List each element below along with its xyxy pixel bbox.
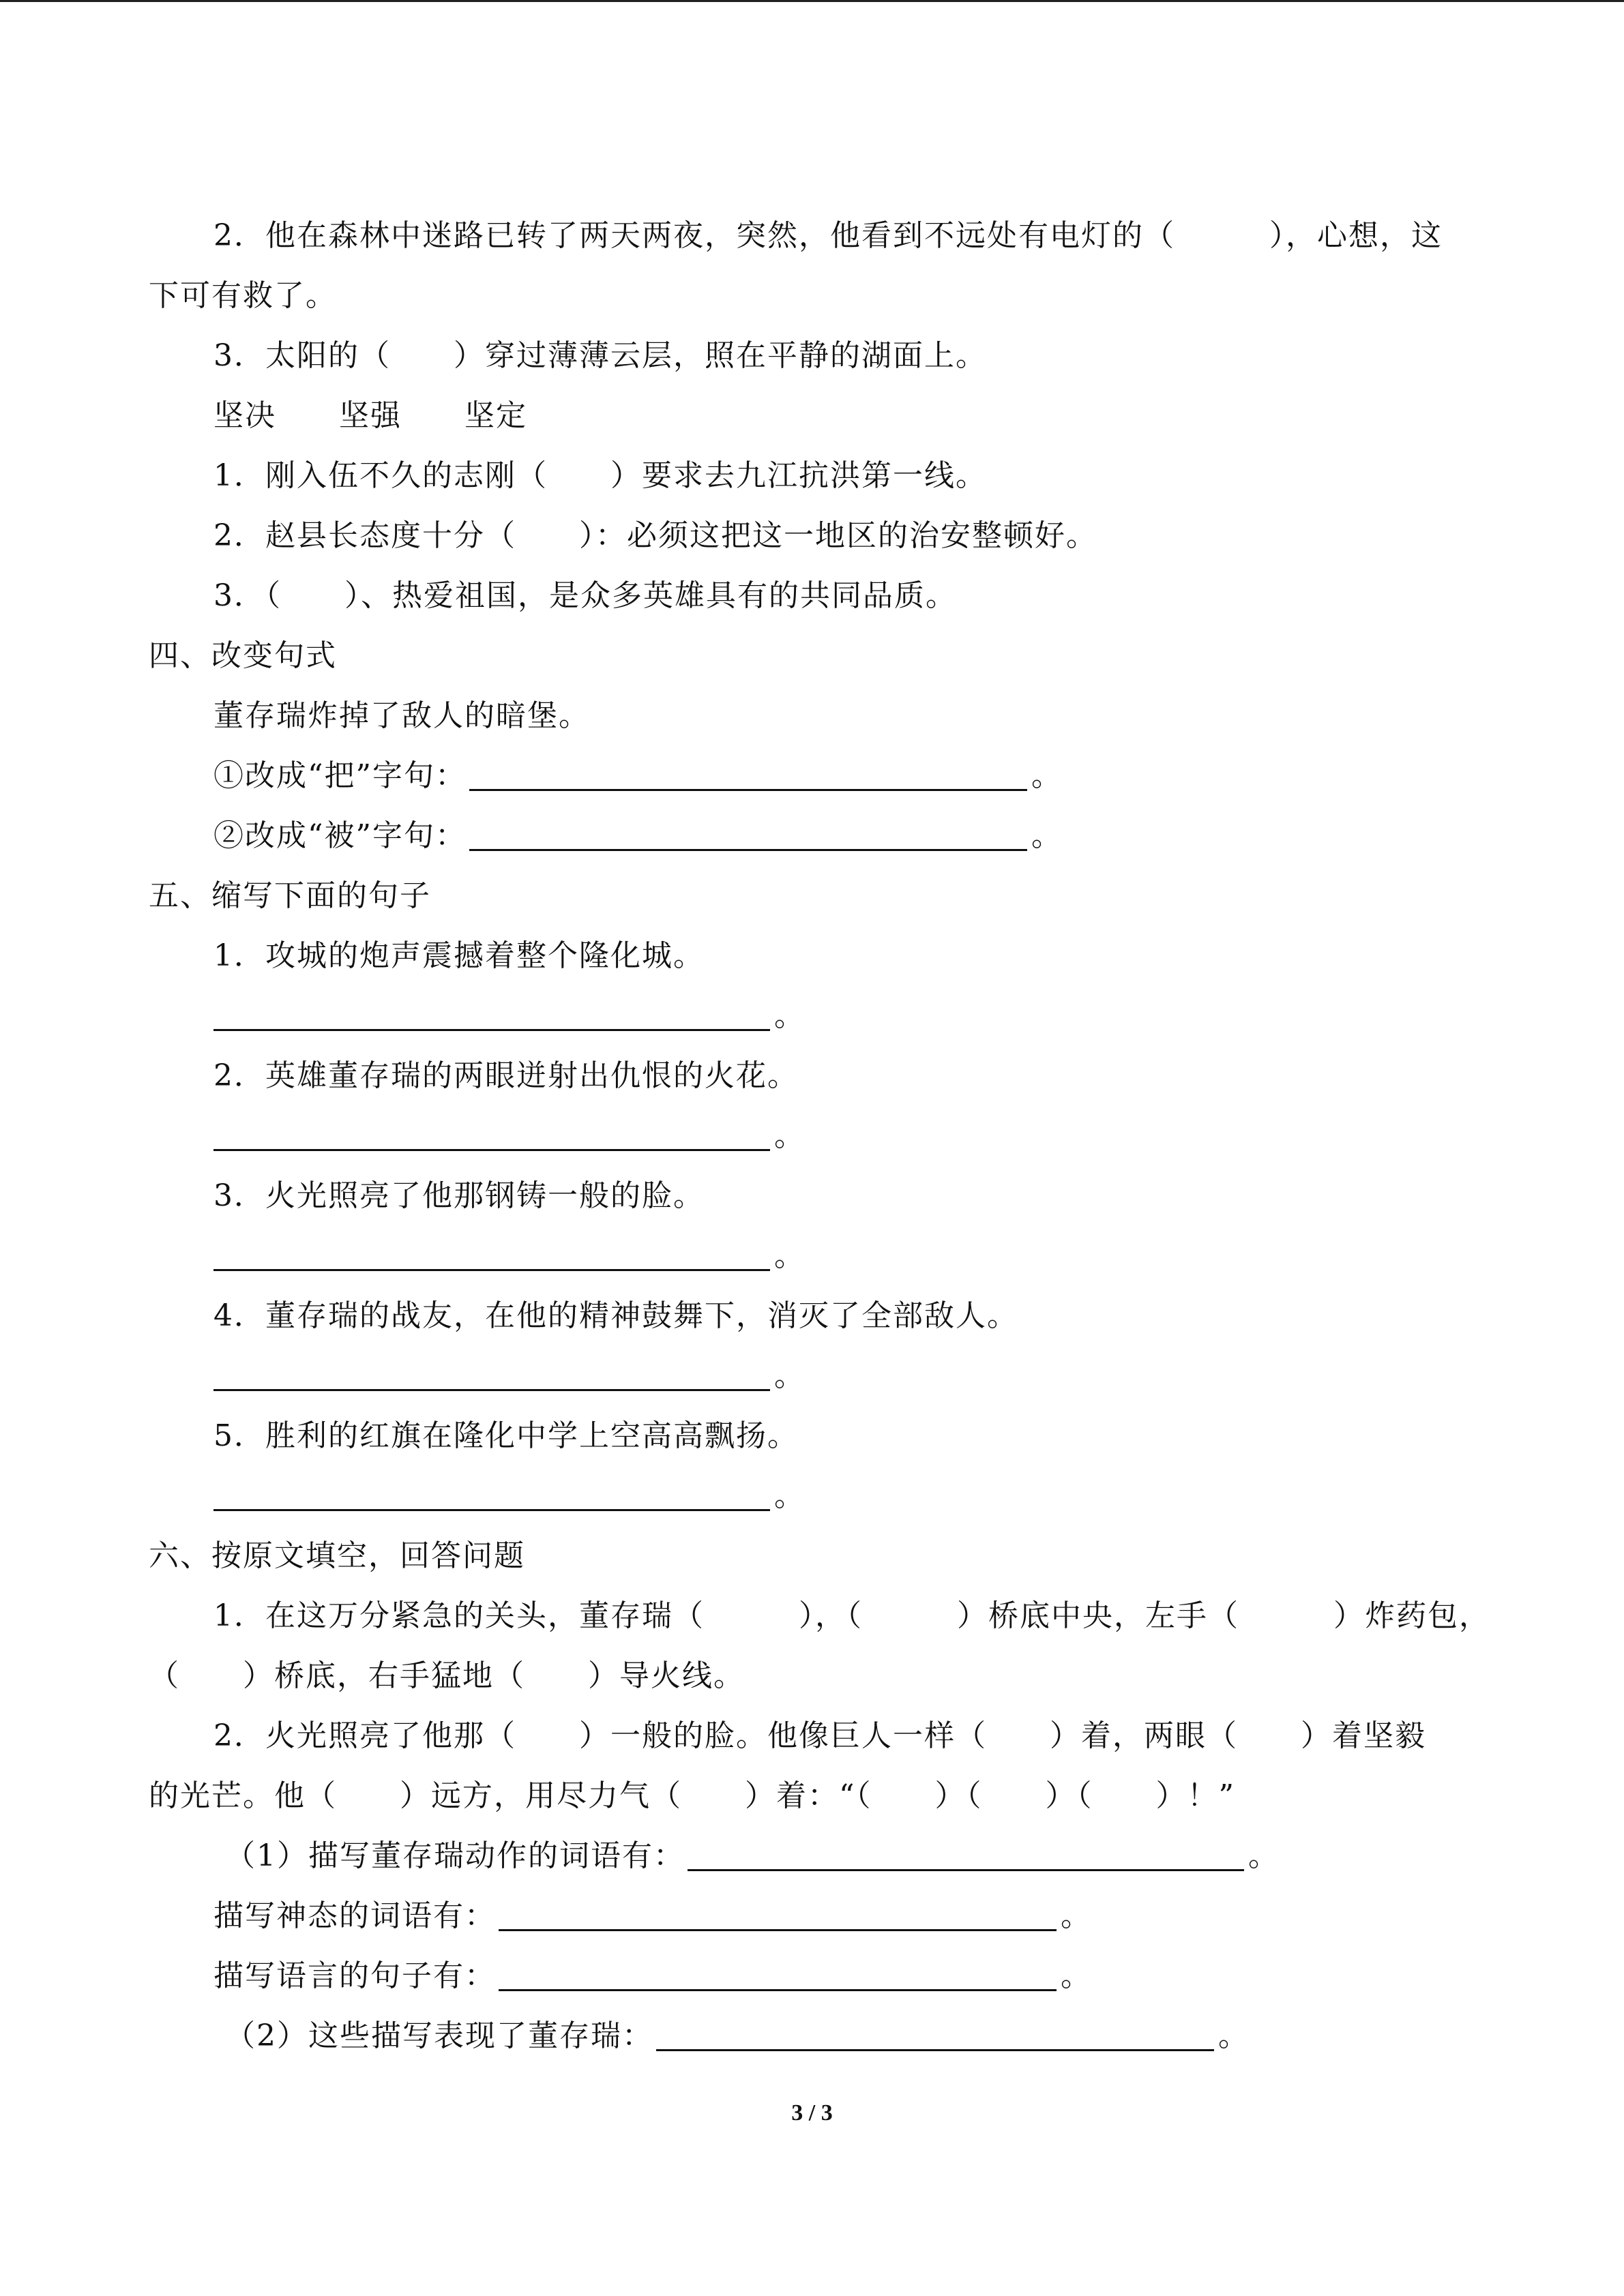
answer-row (213, 756, 1063, 796)
question-line: 1．刚入伍不久的志刚（ ）要求去九江抗洪第一线。 (213, 458, 987, 493)
question-line: 2．英雄董存瑞的两眼迸射出仇恨的火花。 (213, 1058, 799, 1093)
question-line: （ ）桥底，右手猛地（ ）导火线。 (149, 1658, 745, 1693)
prompt: （1）描写董存瑞动作的词语有： (225, 1838, 685, 1873)
prompt: ①改成“把”字句： (213, 758, 467, 793)
period: 。 (1031, 818, 1063, 853)
question-line: 董存瑞炸掉了敌人的暗堡。 (213, 698, 590, 733)
section-heading-6: 六、按原文填空，回答问题 (149, 1538, 525, 1573)
answer-blank[interactable] (469, 759, 1027, 791)
period: 。 (1061, 1898, 1092, 1933)
section-heading-4: 四、改变句式 (149, 638, 337, 673)
period: 。 (1248, 1838, 1280, 1873)
question-line: 的光芒。他（ ）远方，用尽力气（ ）着：“（ ）（ ）（ ）！” (149, 1778, 1235, 1813)
prompt: （2）这些描写表现了董存瑞： (225, 2018, 653, 2053)
answer-row (213, 1116, 806, 1157)
answer-row (213, 1356, 806, 1397)
section-heading-5: 五、缩写下面的句子 (149, 878, 431, 913)
question-line: 3．火光照亮了他那钢铸一般的脸。 (213, 1178, 705, 1213)
question-line: 3．太阳的（ ）穿过薄薄云层，照在平静的湖面上。 (213, 338, 987, 373)
question-line: 下可有救了。 (149, 278, 337, 313)
answer-row (213, 1236, 806, 1277)
prompt: ②改成“被”字句： (213, 818, 467, 853)
answer-blank[interactable] (213, 999, 770, 1031)
prompt: 描写语言的句子有： (213, 1958, 496, 1993)
answer-row (225, 1836, 1280, 1877)
answer-blank[interactable] (213, 1359, 770, 1391)
period: 。 (774, 1358, 806, 1393)
answer-blank[interactable] (499, 1959, 1057, 1991)
question-line: 3．（ ）、热爱祖国，是众多英雄具有的共同品质。 (213, 578, 957, 613)
answer-row (213, 816, 1063, 856)
prompt: 描写神态的词语有： (213, 1898, 496, 1933)
question-line: 2．赵县长态度十分（ ）：必须这把这一地区的治安整顿好。 (213, 518, 1097, 553)
period: 。 (1031, 758, 1063, 793)
question-line: 1．攻城的炮声震撼着整个隆化城。 (213, 938, 705, 973)
answer-blank[interactable] (213, 1479, 770, 1511)
period: 。 (774, 1478, 806, 1513)
question-line: 1．在这万分紧急的关头，董存瑞（ ），（ ）桥底中央，左手（ ）炸药包， (213, 1598, 1490, 1633)
period: 。 (774, 998, 806, 1033)
period: 。 (774, 1238, 806, 1273)
period: 。 (774, 1118, 806, 1153)
question-line: 5．胜利的红旗在隆化中学上空高高飘扬。 (213, 1418, 799, 1453)
answer-blank[interactable] (499, 1899, 1057, 1931)
word-choices: 坚决 坚强 坚定 (213, 398, 527, 433)
answer-row (213, 996, 806, 1037)
answer-row (213, 1896, 1092, 1937)
period: 。 (1218, 2018, 1250, 2053)
period: 。 (1061, 1958, 1092, 1993)
page-number: 3 / 3 (791, 2100, 833, 2126)
top-border (0, 0, 1624, 2)
question-line: 2．火光照亮了他那（ ）一般的脸。他像巨人一样（ ）着，两眼（ ）着坚毅 (213, 1718, 1426, 1753)
answer-blank[interactable] (213, 1119, 770, 1151)
answer-row (213, 1956, 1092, 1997)
question-line: 4．董存瑞的战友，在他的精神鼓舞下，消灭了全部敌人。 (213, 1298, 1018, 1333)
question-line: 2．他在森林中迷路已转了两天两夜，突然，他看到不远处有电灯的（ ），心想，这 (213, 218, 1443, 253)
answer-blank[interactable] (213, 1239, 770, 1271)
answer-blank[interactable] (688, 1839, 1244, 1871)
answer-blank[interactable] (656, 2019, 1214, 2051)
answer-blank[interactable] (469, 819, 1027, 851)
answer-row (213, 1476, 806, 1517)
answer-row (225, 2016, 1250, 2057)
